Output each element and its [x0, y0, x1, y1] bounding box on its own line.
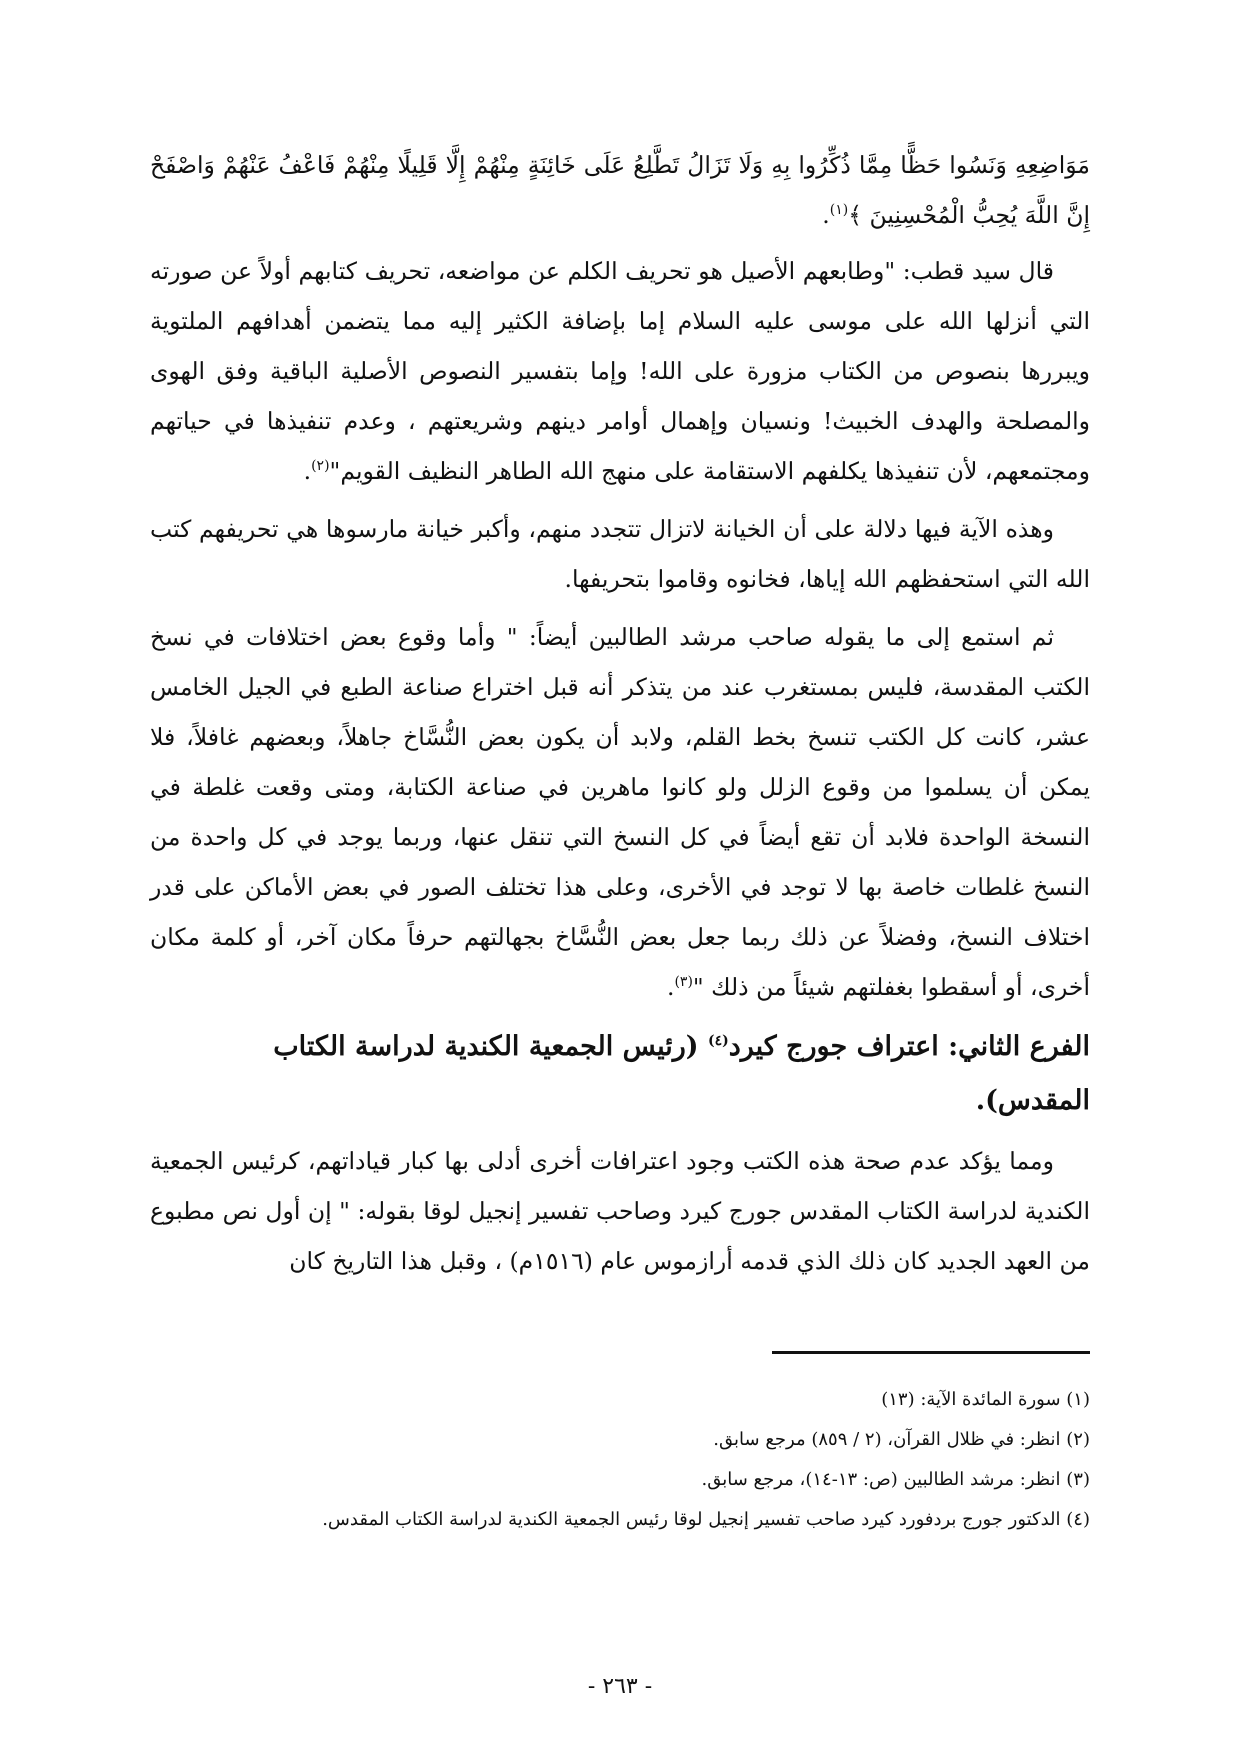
- section-heading: [150, 1020, 1090, 1128]
- quran-verse: [150, 140, 1090, 240]
- footnote-1: (١) سورة المائدة الآية: (١٣): [881, 1389, 1090, 1410]
- footnote-ref-2: (٢): [311, 458, 330, 475]
- paragraph-george-caird: [150, 1136, 1090, 1286]
- paragraph-end: .: [666, 973, 675, 1001]
- paragraph-text: ومما يؤكد عدم صحة هذه الكتب وجود اعترافات أخرى أدلى بها كبار قياداتهم، كرئيس الجمعية الكندية لدراسة الكتاب المقدس جورج كيرد وصاحب تفسير إنجيل لوقا بقوله: " إن أول نص مطبوع من العهد الجديد كان ذلك الذي قدمه أرازموس عام (١٥١٦م) ، وقبل هذا التاريخ كان: [150, 1147, 1090, 1275]
- footnote-ref-4: (٤): [707, 1033, 729, 1049]
- footnote-separator: [772, 1351, 1090, 1354]
- heading-suffix: (رئيس الجمعية الكندية لدراسة الكتاب المقدس).: [273, 1031, 1090, 1116]
- paragraph-sayyid-qutb: [150, 246, 1090, 496]
- verse-end: .: [822, 201, 830, 229]
- paragraph-betrayal: [150, 504, 1090, 604]
- paragraph-text: وهذه الآية فيها دلالة على أن الخيانة لاتزال تتجدد منهم، وأكبر خيانة مارسوها هي تحريفهم كتب الله التي استحفظهم الله إياها، فخانوه وقاموا بتحريفها.: [150, 515, 1090, 593]
- document-page: [150, 140, 1090, 1699]
- heading-prefix: الفرع الثاني: اعتراف جورج كيرد: [728, 1031, 1090, 1062]
- paragraph-text: ثم استمع إلى ما يقوله صاحب مرشد الطالبين أيضاً: " وأما وقوع بعض اختلافات في نسخ الكتب المقدسة، فليس بمستغرب عند من يتذكر أنه قبل اختراع صناعة الطبع في الجيل الخامس عشر، كانت كل الكتب تنسخ بخط القلم، ولابد أن يكون بعض النُّسَّاخ جاهلاً، وبعضهم غافلاً، فلا يمكن أن يسلموا من وقوع الزلل ولو كانوا ماهرين في صناعة الكتابة، ومتى وقعت غلطة في النسخة الواحدة فلابد أن تقع أيضاً في كل النسخ التي تنقل عنها، وربما يوجد في كل واحدة من النسخ غلطات خاصة بها لا توجد في الأخرى، وعلى هذا تختلف الصور في بعض الأماكن على قدر اختلاف النسخ، وفضلاً عن ذلك ربما جعل بعض النُّسَّاخ بجهالتهم حرفاً مكان آخر، أو كلمة مكان أخرى، أو أسقطوا بغفلتهم شيئاً من ذلك ": [150, 623, 1090, 1001]
- footnotes-list: [150, 1380, 1090, 1540]
- footnote-3: (٣) انظر: مرشد الطالبين (ص: ١٣-١٤)، مرجع سابق.: [701, 1469, 1090, 1490]
- footnote-4: (٤) الدكتور جورج بردفورد كيرد صاحب تفسير إنجيل لوقا رئيس الجمعية الكندية لدراسة الكتاب المقدس.: [322, 1509, 1090, 1530]
- paragraph-text: قال سيد قطب: "وطابعهم الأصيل هو تحريف الكلم عن مواضعه، تحريف كتابهم أولاً عن صورته التي أنزلها الله على موسى عليه السلام إما بإضافة الكثير إليه مما يتضمن أهدافهم الملتوية ويبررها بنصوص من الكتاب مزورة على الله! وإما بتفسير النصوص الأصلية الباقية وفق الهوى والمصلحة والهدف الخبيث! ونسيان وإهمال أوامر دينهم وشريعتهم ، وعدم تنفيذها في حياتهم ومجتمعهم، لأن تنفيذها يكلفهم الاستقامة على منهج الله الطاهر النظيف القويم": [150, 257, 1090, 485]
- paragraph-murshid-talibin: [150, 612, 1090, 1012]
- footnote-ref-1: (١): [829, 202, 849, 219]
- footnote-2: (٢) انظر: في ظلال القرآن، (٢ / ٨٥٩) مرجع سابق.: [713, 1429, 1090, 1450]
- footnote-ref-3: (٣): [674, 974, 693, 991]
- verse-text: مَوَاضِعِهِ وَنَسُوا حَظًّا مِمَّا ذُكِّرُوا بِهِ وَلَا تَزَالُ تَطَّلِعُ عَلَى خَائِنَةٍ مِنْهُمْ إِلَّا قَلِيلًا مِنْهُمْ فَاعْفُ عَنْهُمْ وَاصْفَحْ إِنَّ اللَّهَ يُحِبُّ الْمُحْسِنِينَ ﴾: [150, 151, 1090, 229]
- paragraph-end: .: [303, 457, 312, 485]
- page-number: - ٢٦٣ -: [587, 1674, 653, 1699]
